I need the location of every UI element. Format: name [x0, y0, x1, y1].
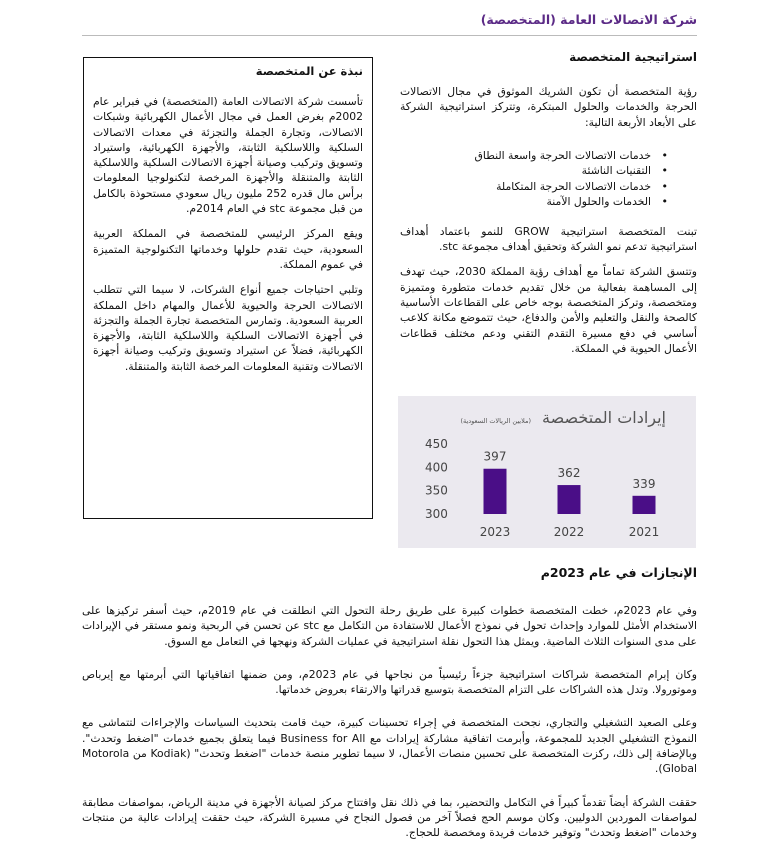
bar-value-label: 362: [557, 466, 581, 481]
bar-2023: [484, 469, 507, 514]
sidebar-paragraph-founding: تأسست شركة الاتصالات العامة (المتخصصة) في فبراير عام 2002م بغرض العمل في مجال الأعمال الكهربائية وشبكات الاتصالات، وتجارة الجملة والتجزئة في معدات الاتصالات السلكية واللاسلكية الثابتة، والأجهزة الكهربائية، واستيراد وتسويق وتركيب وصيانة أجهزة الاتصالات السلكية واللاسلكية الثابتة والمتنقلة والأجهزة المرخصة لتكنولوجيا المعلومات برأس مال قدره 252 مليون ريال سعودي مستحوذة بالكامل من قبل مجموعة stc في العام 2014م.: [93, 95, 363, 216]
achievements-paragraph-operations: وعلى الصعيد التشغيلي والتجاري، نجحت المتخصصة في إجراء تحسينات كبيرة، حيث قامت بتحديث السياسات والإجراءات لتتماشى مع النموذج التشغيلي الجديد للمجموعة، وأبرمت اتفاقية مشاركة إيرادات مع Business for All فيما يتعلق بجميع خدمات "اضغط وتحدث". وبالإضافة إلى ذلك، ركزت المتخصصة على تحسين منصات الأعمال، لا سيما تطوير منصة خدمات "اضغط وتحدث" (Kodiak من Motorola Global).: [82, 716, 697, 776]
strategy-pillar-item: • التقنيات الناشئة: [400, 163, 651, 179]
strategy-pillar-item: • خدمات الاتصالات الحرجة واسعة النطاق: [400, 148, 651, 164]
strategy-vision-paragraph: وتتسق الشركة تماماً مع أهداف رؤية المملكة 2030، حيث تهدف إلى المساهمة بفعالية من خلال تقديم خدمات متطورة ومتميزة ومتخصصة، وتركز المتخصصة بوجه خاص على القطاعات الأساسية كالصحة والنقل والتعليم والأمن والدفاع، حيث تتموضع مكانة كلاعب أساسي في دفع مسيرة التقدم التقني ودعم مختلف قطاعات الأعمال الحيوية في المملكة.: [400, 265, 697, 355]
strategy-pillars-list: [400, 148, 697, 210]
page-header-title: شركة الاتصالات العامة (المتخصصة): [82, 12, 697, 36]
sidebar-title: نبذة عن المتخصصة: [255, 64, 363, 78]
x-category-label: 2023: [479, 525, 511, 539]
strategy-section: [400, 84, 697, 366]
sidebar-paragraph-services: وتلبي احتياجات جميع أنواع الشركات، لا سيما التي تتطلب الاتصالات الحرجة والحيوية للأعمال والمهام داخل المملكة العربية السعودية. وتمارس المتخصصة تجارة الجملة والتجزئة في أجهزة الاتصالات السلكية واللاسلكية الثابتة، والأجهزة الكهربائية، فضلاً عن استيراد وتسويق وتركيب وصيانة أجهزة الاتصالات وتقنية المعلومات المرخصة الثابتة والمتنقلة.: [93, 283, 363, 373]
x-category-label: 2022: [553, 525, 585, 539]
x-category-label: 2021: [628, 525, 660, 539]
achievements-paragraph-integration: حققت الشركة أيضاً تقدماً كبيراً في التكامل والتحضير، بما في ذلك نقل وافتتاح مركز لصيانة الأجهزة في مدينة الرياض، بمواصفات مطابقة لمواصفات الموردين الدوليين. وكان موسم الحج فصلاً آخر من فصول النجاح في مسيرة الشركة، حيث حققت إيرادات عالية من منتجات وخدمات "اضغط وتحدث" وتوفير خدمات فريدة ومخصصة للحجاج.: [82, 795, 697, 840]
chart-title: إيرادات المتخصصة: [542, 408, 666, 427]
y-tick-label: 350: [425, 483, 448, 498]
achievements-paragraph-transformation: وفي عام 2023م، خطت المتخصصة خطوات كبيرة على طريق رحلة التحول التي انطلقت في عام 2019م، حيث أسفر تركيزها على الاستخدام الأمثل للموارد وإحداث تحول في نموذج الأعمال للاستفادة من التكامل مع stc عن تحسن في الربحية ونمو مستقر في الإيرادات على مدى السنوات الثلاث الماضية. ويمثل هذا التحول نقلة استراتيجية في عمليات الشركة ونهجها في التعامل مع السوق.: [82, 604, 698, 648]
strategy-heading: استراتيجية المتخصصة: [569, 50, 697, 64]
y-tick-label: 300: [425, 507, 448, 521]
bar-value-label: 339: [632, 476, 656, 491]
strategy-grow-paragraph: تبنت المتخصصة استراتيجية GROW للنمو باعتماد أهداف استراتيجية تدعم نمو الشركة وتحقيق أهداف مجموعة stc.: [400, 224, 697, 254]
bar-value-label: 397: [483, 449, 507, 464]
bar-2022: [558, 485, 581, 514]
revenue-chart-svg: [398, 396, 696, 548]
strategy-pillar-item: • خدمات الاتصالات الحرجة المتكاملة: [400, 179, 651, 195]
bar-2021: [633, 496, 656, 514]
chart-subtitle: (ملايين الريالات السعودية): [460, 417, 531, 425]
y-tick-label: 450: [425, 437, 448, 451]
revenue-chart: [398, 396, 696, 548]
achievements-paragraph-partnerships: وكان إبرام المتخصصة شراكات استراتيجية جزءاً رئيسياً من نجاحها في عام 2023م، ومن ضمنها اتفاقياتها التي أبرمتها مع إيرباص وموتورولا. وتدل هذه الشراكات على التزام المتخصصة بتوسيع قدراتها والارتقاء بعروض خدماتها.: [82, 667, 697, 697]
sidebar-paragraph-headquarters: ويقع المركز الرئيسي للمتخصصة في المملكة العربية السعودية، حيث تقدم حلولها وخدماتها التكنولوجية المتميزة في عموم المملكة.: [93, 227, 363, 271]
strategy-intro: رؤية المتخصصة أن تكون الشريك الموثوق في مجال الاتصالات الحرجة والخدمات والحلول المبتكرة، وتتركز استراتيجية الشركة على الأبعاد الأربعة التالية:: [400, 85, 697, 129]
achievements-section: [82, 603, 697, 859]
achievements-heading: الإنجازات في عام 2023م: [540, 565, 697, 580]
strategy-pillar-item: • الخدمات والحلول الآمنة: [400, 194, 651, 210]
y-tick-label: 400: [425, 460, 448, 475]
about-sidebar-box: [83, 57, 373, 519]
